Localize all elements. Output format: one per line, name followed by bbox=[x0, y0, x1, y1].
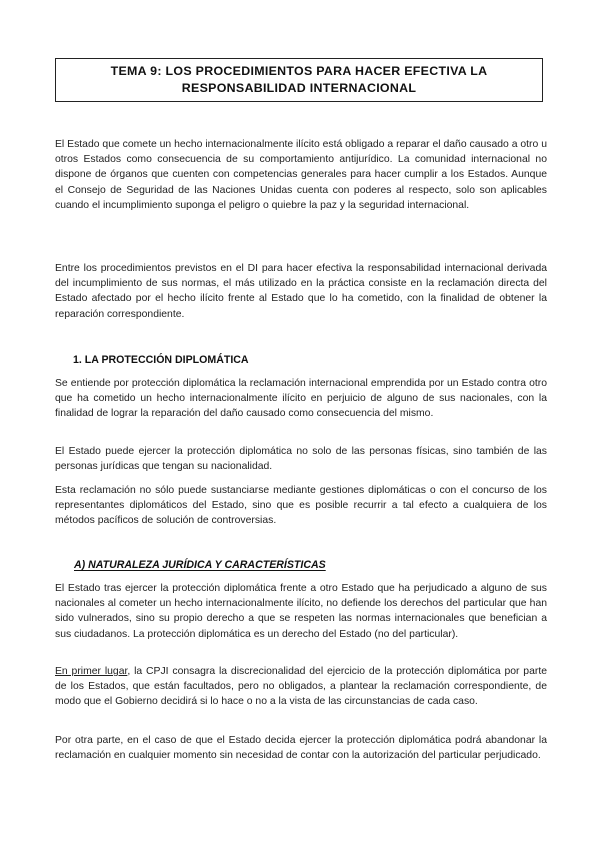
intro-paragraph-1: El Estado que comete un hecho internacionalmente ilícito está obligado a reparar el daño causado a otro u otros Estados como consecuencia de su comportamiento antijurídico. La comunidad internacional no dispone de órganos que cuenten con competencias generales para hacer cumplir a los Estados. Aunque el Consejo de Seguridad de las Naciones Unidas cuenta con poderes al respecto, solo son aplicables cuando el incumplimiento suponga el peligro o quiebre la paz y la seguridad internacional. bbox=[55, 139, 547, 211]
document-title-box bbox=[55, 58, 543, 102]
subsection-heading-naturaleza-juridica: A) NATURALEZA JURÍDICA Y CARACTERÍSTICAS bbox=[74, 559, 326, 571]
title-line-2: RESPONSABILIDAD INTERNACIONAL bbox=[181, 81, 417, 95]
sectionA-paragraph-3: Por otra parte, en el caso de que el Estado decida ejercer la protección diplomática podrá abandonar la reclamación en cualquier momento sin necesidad de contar con la autorización del particular perjudicado. bbox=[55, 735, 547, 762]
first-point-lead: En primer lugar bbox=[55, 666, 128, 677]
sectionA-paragraph-1: El Estado tras ejercer la protección diplomática frente a otro Estado que ha perjudicado a alguno de sus nacionales al cometer un hecho internacionalmente ilícito, no defiende los derechos del particular que han sido vulnerados, sino su propio derecho a que se respeten las normas internacionales que benefician a sus ciudadanos. La protección diplomática es un derecho del Estado (no del particular). bbox=[55, 583, 547, 640]
section1-paragraph-3: Esta reclamación no sólo puede sustanciarse mediante gestiones diplomáticas o con el concurso de los representantes diplomáticos del Estado, sino que es posible recurrir a tal efecto a cualquiera de los métodos pacíficos de solución de controversias. bbox=[55, 485, 547, 527]
intro-paragraph-2: Entre los procedimientos previstos en el DI para hacer efectiva la responsabilidad internacional derivada del incumplimiento de sus normas, el más utilizado en la práctica consiste en la reclamación directa del Estado afectado por el hecho ilícito frente al Estado que lo ha cometido, con la finalidad de obtener la reparación correspondiente. bbox=[55, 263, 547, 320]
section-heading-proteccion-diplomatica: 1. LA PROTECCIÓN DIPLOMÁTICA bbox=[73, 354, 249, 366]
sectionA-paragraph-2 bbox=[55, 664, 547, 710]
first-point-text: , la CPJI consagra la discrecionalidad del ejercicio de la protección diplomática por parte de los Estados, que están facultados, pero no obligados, a plantear la reclamación correspondiente, de modo que el Gobierno decidirá si lo hace o no a la vista de las circunstancias de cada caso. bbox=[55, 666, 547, 708]
section1-paragraph-2: El Estado puede ejercer la protección diplomática no solo de las personas físicas, sino también de las personas jurídicas que tengan su nacionalidad. bbox=[55, 446, 547, 473]
section1-paragraph-1: Se entiende por protección diplomática la reclamación internacional emprendida por un Estado contra otro que ha cometido un hecho internacionalmente ilícito en perjuicio de alguno de sus nacionales, con la finalidad de lograr la reparación del daño causado como consecuencia del mismo. bbox=[55, 378, 547, 420]
title-line-1: TEMA 9: LOS PROCEDIMIENTOS PARA HACER EFECTIVA LA bbox=[110, 64, 488, 78]
